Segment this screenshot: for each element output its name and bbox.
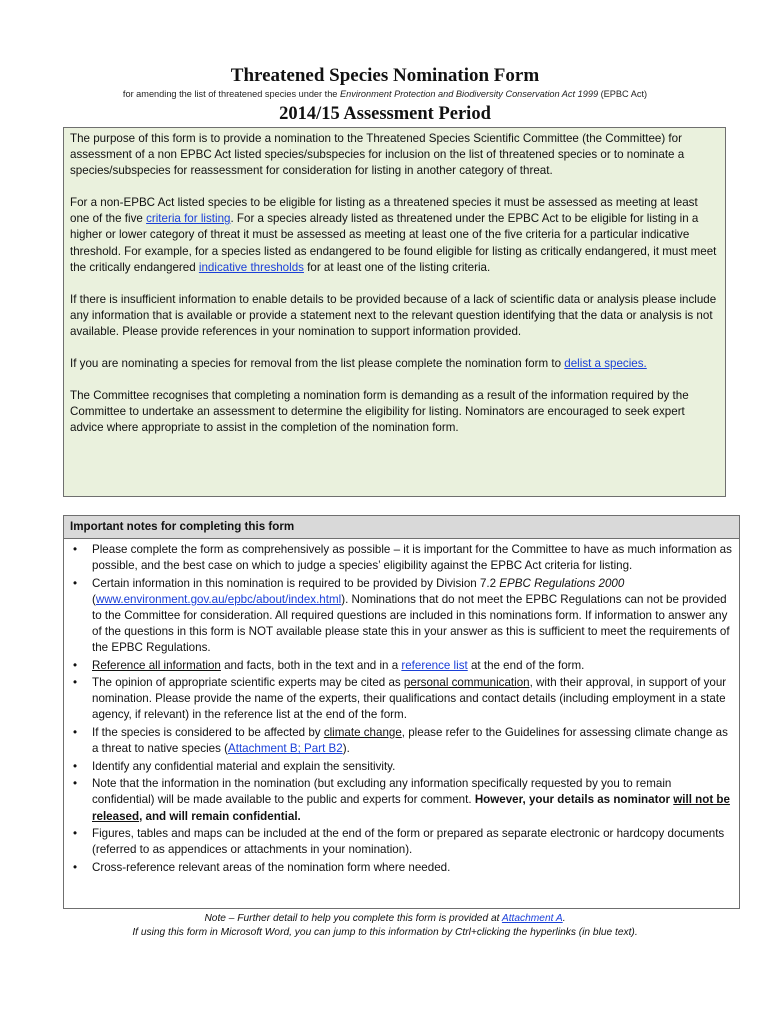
bullet-icon: •: [73, 759, 78, 773]
bullet-icon: •: [73, 726, 78, 740]
page-subtitle: [0, 89, 770, 99]
subtitle-suffix: (EPBC Act): [598, 89, 648, 99]
list-item: [70, 675, 733, 723]
note-text: (: [92, 592, 96, 606]
regulations-name: EPBC Regulations 2000: [499, 576, 625, 590]
note-bold-text: However, your details as nominator: [474, 793, 674, 807]
purpose-p2-text-b: . For a species already listed as threatened under the EPBC Act to be eligible for listing in a higher or lower category of threat it must be assessed as meeting at least one of the five criteria for a particular indicative threshold. For example, for a species listed as endangered to be found eligible for listing as critically endangered, it must meet the critically endangered: [70, 212, 717, 274]
bullet-icon: •: [73, 658, 78, 672]
subtitle-prefix: for amending the list of threatened species under the: [122, 89, 340, 99]
note-text: Identify any confidential material and explain the sensitivity.: [92, 759, 396, 773]
bullet-icon: •: [73, 860, 78, 874]
bullet-icon: •: [73, 827, 78, 841]
note-text: ).: [342, 742, 350, 756]
note-bold-text: , and will remain confidential.: [139, 809, 301, 823]
purpose-paragraph-3: If there is insufficient information to enable details to be provided because of a lack of scientific data or analysis please include any information that is available or provide a statement next to the relevant question identifying that the data or analysis is not available. Please provide references in your nomination to support information provided.: [70, 292, 717, 338]
note-text: ). Nominations that do not meet the EPBC Regulations can not be provided to the Committee for consideration. All required questions are included in this nominations form. If information to answer any of the questions in this form is NOT available please state this in your answer as this is sufficient to meet the requirements of the EPBC Regulations.: [92, 592, 730, 655]
footer-note: [0, 912, 770, 940]
important-notes-list: [64, 539, 739, 876]
purpose-box: [63, 127, 726, 497]
subtitle-act-name: Environment Protection and Biodiversity Conservation Act 1999: [339, 89, 599, 99]
purpose-p2-text-c: for at least one of the listing criteria.: [303, 260, 491, 274]
attachment-b-link[interactable]: Attachment B; Part B2: [227, 742, 343, 756]
indicative-thresholds-link[interactable]: indicative thresholds: [198, 260, 304, 274]
reference-list-link[interactable]: reference list: [401, 658, 468, 672]
bullet-icon: •: [73, 576, 78, 590]
footer-line-1: [0, 912, 770, 926]
purpose-paragraph-1: The purpose of this form is to provide a nomination to the Threatened Species Scientific Committee (the Committee) for assessment of a non EPBC Act listed species/subspecies for inclusion on the list of threatened species or to nominate a species/subspecies for reassessment for consideration for listing in another category of threat.: [70, 132, 685, 178]
important-notes-heading: Important notes for completing this form: [64, 516, 739, 539]
footer-text: .: [562, 913, 566, 924]
list-item: [70, 860, 733, 876]
list-item: [70, 725, 733, 757]
bullet-icon: •: [73, 676, 78, 690]
list-item: [70, 759, 733, 775]
bullet-icon: •: [73, 777, 78, 791]
purpose-paragraph-2: [70, 195, 719, 275]
list-item: [70, 542, 733, 574]
footer-line-2: If using this form in Microsoft Word, you can jump to this information by Ctrl+clicking the hyperlinks (in blue text).: [132, 927, 638, 938]
note-text: The opinion of appropriate scientific experts may be cited as: [92, 676, 404, 690]
note-text: and facts, both in the text and in a: [220, 658, 402, 672]
list-item: [70, 658, 733, 674]
note-underlined-text: personal communication: [403, 676, 530, 690]
note-underlined-text: climate change: [323, 726, 402, 740]
list-item: [70, 826, 733, 858]
delist-species-link[interactable]: delist a species.: [564, 357, 647, 371]
note-text: Note that the information in the nomination (but excluding any information specifically requested by you to remain confidential) will be made available to the public and experts for comment.: [92, 777, 672, 807]
list-item: [70, 576, 733, 656]
purpose-paragraph-4: [70, 356, 719, 372]
footer-text: Note – Further detail to help you complete this form is provided at: [204, 913, 502, 924]
note-text: , with their approval, in support of your nomination. Please provide the name of the experts, their qualifications and contact details (including employment in a state agency, if relevant) in the reference list at the end of the form.: [92, 676, 727, 722]
purpose-p2-text-a: For a non-EPBC Act listed species to be eligible for listing as a threatened species it must be assessed as meeting at least one of the five: [70, 196, 698, 226]
epbc-website-link[interactable]: www.environment.gov.au/epbc/about/index.html: [95, 592, 342, 606]
note-text: Please complete the form as comprehensively as possible – it is important for the Committee to have as much information as possible, and the best case on which to judge a species’ eligibility against the EPBC Act criteria for listing.: [92, 543, 732, 573]
note-bold-underlined-text: will not be released: [92, 793, 730, 823]
purpose-p4-text: If you are nominating a species for removal from the list please complete the nomination form to: [70, 357, 565, 371]
note-text: at the end of the form.: [467, 658, 585, 672]
note-text: Certain information in this nomination is required to be provided by Division 7.2: [92, 576, 500, 590]
criteria-for-listing-link[interactable]: criteria for listing: [146, 212, 231, 226]
list-item: [70, 776, 733, 824]
note-text: Cross-reference relevant areas of the nomination form where needed.: [92, 860, 451, 874]
purpose-paragraph-5: The Committee recognises that completing a nomination form is demanding as a result of the information required by the Committee to undertake an assessment to determine the eligibility for listing. Nominators are encouraged to seek expert advice where appropriate to assist in the completion of the nomination form.: [70, 389, 689, 435]
bullet-icon: •: [73, 543, 78, 556]
note-text: , please refer to the Guidelines for assessing climate change as a threat to native species (: [92, 726, 728, 756]
note-underlined-text: Reference all information: [92, 658, 221, 672]
attachment-a-link[interactable]: Attachment A: [501, 913, 563, 924]
page-title: Threatened Species Nomination Form: [230, 65, 540, 86]
note-text: Figures, tables and maps can be included at the end of the form or prepared as separate electronic or hardcopy documents (referred to as appendices or attachments in your nomination).: [92, 827, 725, 857]
important-notes-box: [63, 515, 740, 909]
assessment-period-heading: 2014/15 Assessment Period: [279, 104, 491, 124]
note-text: If the species is considered to be affected by: [92, 726, 324, 740]
